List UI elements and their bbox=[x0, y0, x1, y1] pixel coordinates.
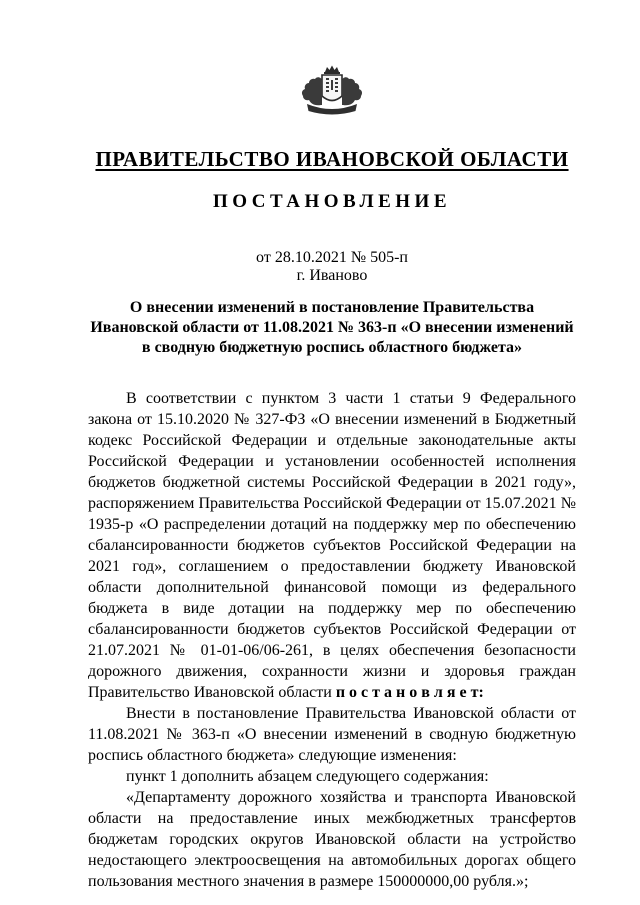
document-title-line: О внесении изменений в постановление Правительства bbox=[129, 299, 535, 316]
document-type-heading: ПОСТАНОВЛЕНИЕ bbox=[212, 191, 452, 212]
org-name: ПРАВИТЕЛЬСТВО ИВАНОВСКОЙ ОБЛАСТИ bbox=[95, 147, 569, 171]
body-paragraph: Внести в постановление Правительства Ивановской области от 11.08.2021 № 363-п «О внесении изменений в сводную бюджетную роспись областного бюджета» следующие изменения: bbox=[88, 705, 576, 764]
document-title-line: в сводную бюджетную роспись областного бюджета» bbox=[141, 339, 523, 356]
body-paragraph bbox=[88, 388, 576, 703]
body-paragraph: пункт 1 дополнить абзацем следующего содержания: bbox=[126, 768, 489, 785]
date-number-line: от 28.10.2021 № 505-п bbox=[256, 249, 408, 266]
body-paragraph: «Департаменту дорожного хозяйства и транспорта Ивановской области на предоставление иных межбюджетных трансфертов бюджетам городских округов Ивановской области на устройство недостающего электроосвещения на автомобильных дорогах общего пользования местного значения в размере 150000000,00 рубля.»; bbox=[88, 789, 576, 890]
emblem-container bbox=[88, 0, 576, 128]
paragraph-text: В соответствии с пунктом 3 части 1 статьи 9 Федерального закона от 15.10.2020 № 327-ФЗ «О внесении изменений в Бюджетный кодекс Российской Федерации и отдельные законодательные акты Российской Федерации и установлении особенностей исполнения бюджетов бюджетной системы Российской Федерации в 2021 году», распоряжением Правительства Российской Федерации от 15.07.2021 № 1935-р «О распределении дотаций на поддержку мер по обеспечению сбалансированности бюджетов субъектов Российской Федерации на 2021 год», соглашением о предоставлении бюджету Ивановской области дополнительной финансовой помощи из федерального бюджета в виде дотации на поддержку мер по обеспечению сбалансированности бюджетов субъектов Российской Федерации от 21.07.2021 № 01-01-06/06-261, в целях обеспечения безопасности дорожного движения, сохранности жизни и здоровья граждан Правительство Ивановской области bbox=[88, 390, 576, 701]
document-title bbox=[88, 298, 576, 358]
document-title-line: Ивановской области от 11.08.2021 № 363-п «О внесении изменений bbox=[90, 319, 574, 336]
document-body bbox=[88, 388, 576, 892]
resolves-keyword: п о с т а н о в л я е т: bbox=[335, 684, 484, 701]
coat-of-arms-icon bbox=[294, 110, 370, 127]
city-line: г. Иваново bbox=[296, 267, 368, 284]
date-block bbox=[88, 249, 576, 285]
